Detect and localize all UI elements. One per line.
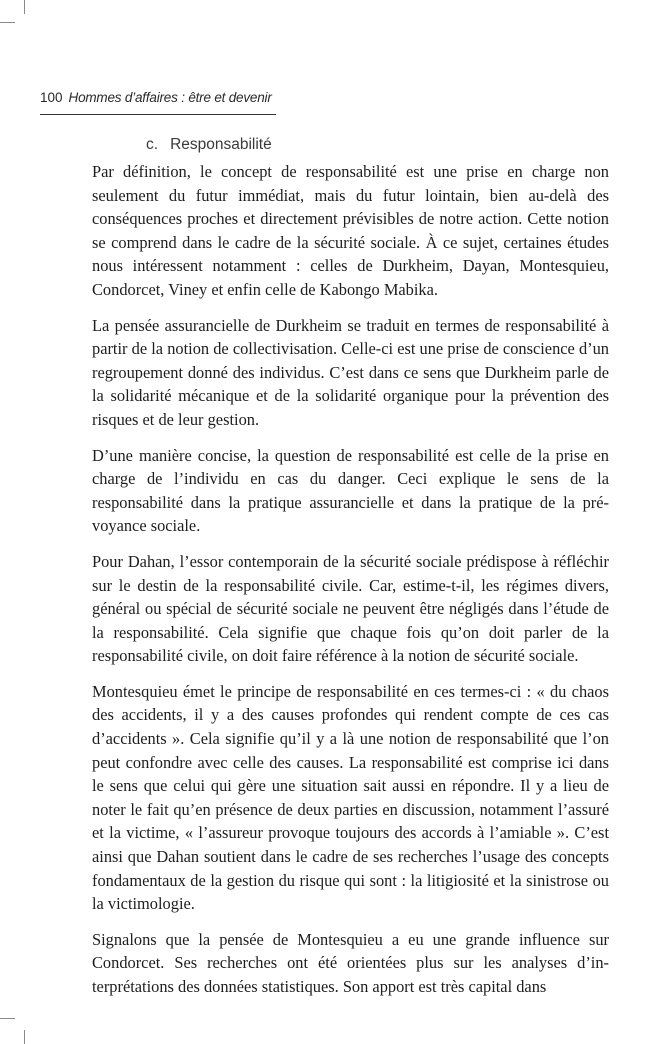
paragraph: Par définition, le concept de responsabilité est une prise en charge non seulement du futur immédiat, mais du futur lointain, bien au-delà des conséquences proches et directement prévisibles de notre action. Cette notion se comprend dans le cadre de la sécurité sociale. À ce sujet, certaines études nous intéressent notamment : celles de Durkheim, Dayan, Montesquieu, Condorcet, Viney et enfin celle de Kabongo Mabika. xyxy=(92,162,609,299)
paragraph: Pour Dahan, l’essor contemporain de la sécurité sociale prédispose à réfléchir sur le destin de la responsabilité civile. Car, estime-t-il, les régimes divers, général ou spécial de sécurité sociale ne peuvent être négligés dans l’étude de la responsabilité. Cela signifie que chaque fois qu’on doit parler de la responsabilité civile, on doit faire référence à la notion de sécurité sociale. xyxy=(92,551,609,666)
paragraph: Montesquieu émet le principe de responsabilité en ces termes-ci : « du chaos des accidents, il y a des causes profondes qui rendent compte de ces cas d’accidents ». Cela signifie qu’il y a là une notion de responsabilité que l’on peut confondre avec celle des causes. La responsabilité est comprise ici dans le sens que celui qui gère une situation sait aussi en répondre. Il y a lieu de noter le fait qu’en présence de deux parties en discussion, notamment l’assuré et la victime, « l’assureur provoque toujours des accords à l’amiable ». C’est ainsi que Dahan soutient dans le cadre de ses recherches l’usage des concepts fondamentaux de la gestion du risque qui sont : la litigiosité et la sinistrose ou la victimologie. xyxy=(92,681,609,914)
crop-mark-bottom-horizontal xyxy=(0,1018,15,1019)
crop-mark-top-vertical xyxy=(24,0,25,14)
section-heading xyxy=(146,136,272,154)
body-text xyxy=(92,160,609,1011)
section-letter: c. xyxy=(146,136,159,153)
paragraph: La pensée assurancielle de Durkheim se traduit en termes de responsabilité à partir de la notion de collectivisation. Celle-ci est une prise de conscience d’un regroupement donné des individus. C’est dans ce sens que Durkheim parle de la solidarité mécanique et de la solidarité organique pour la prévention des risques et de leur gestion. xyxy=(92,315,609,429)
paragraph: D’une manière concise, la question de responsabilité est celle de la prise en charge de l’individu en cas du danger. Ceci explique le sens de la responsabilité dans la pratique assurancielle et dans la pratique de la prévoyance sociale. xyxy=(92,445,609,536)
crop-mark-bottom-vertical xyxy=(24,1030,25,1044)
running-title: Hommes d’affaires : être et devenir xyxy=(68,90,272,105)
section-title: Responsabilité xyxy=(170,136,272,153)
running-header xyxy=(40,88,276,115)
page-number: 100 xyxy=(40,90,63,105)
crop-mark-top-horizontal xyxy=(0,22,15,23)
paragraph: Signalons que la pensée de Montesquieu a eu une grande influence sur Condorcet. Ses recherches ont été orientées plus sur les analyses d’interprétations des données statistiques. Son apport est très capital dans xyxy=(92,929,609,996)
